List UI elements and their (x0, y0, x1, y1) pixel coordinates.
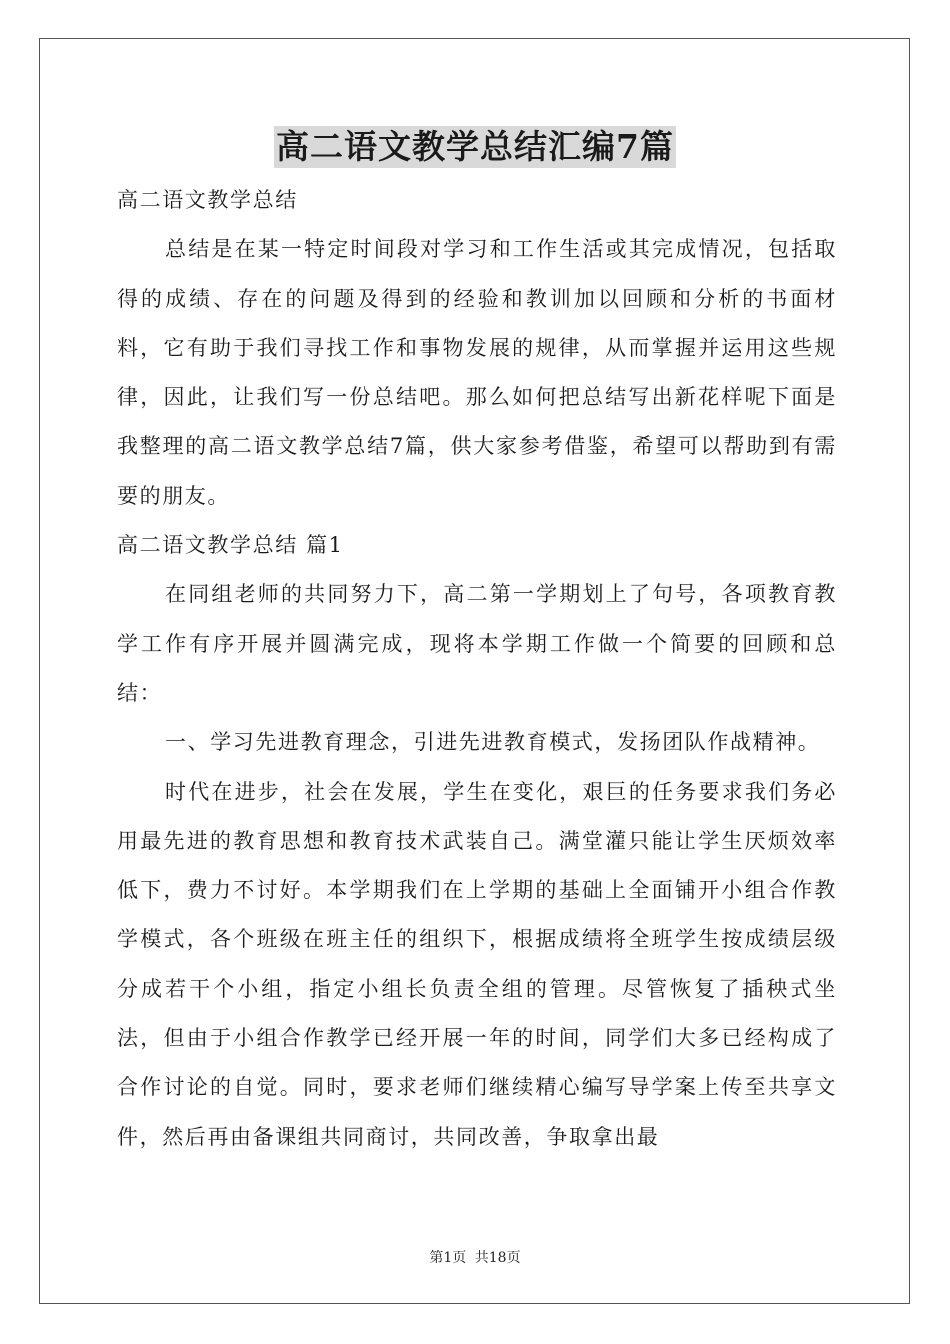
body-paragraph: 总结是在某一特定时间段对学习和工作生活或其完成情况，包括取得的成绩、存在的问题及得到的经验和教训加以回顾和分析的书面材料，它有助于我们寻找工作和事物发展的规律，从而掌握并运用这些规律，因此，让我们写一份总结吧。那么如何把总结写出新花样呢下面是我整理的高二语文教学总结7篇，供大家参考借鉴，希望可以帮助到有需要的朋友。 (117, 237, 837, 508)
body-paragraph: 在同组老师的共同努力下，高二第一学期划上了句号，各项教育教学工作有序开展并圆满完成，现将本学期工作做一个简要的回顾和总结： (117, 582, 837, 705)
section-heading: 高二语文教学总结 (117, 188, 298, 212)
page-footer (0, 1247, 950, 1267)
body-paragraph: 时代在进步，社会在发展，学生在变化，艰巨的任务要求我们务必用最先进的教育思想和教育技术武装自己。满堂灌只能让学生厌烦效率低下，费力不讨好。本学期我们在上学期的基础上全面铺开小组合作教学模式，各个班级在班主任的组织下，根据成绩将全班学生按成绩层级分成若干个小组，指定小组长负责全组的管理。尽管恢复了插秧式坐法，但由于小组合作教学已经开展一年的时间，同学们大多已经构成了合作讨论的自觉。同时，要求老师们继续精心编写导学案上传至共享文件，然后再由备课组共同商讨，共同改善，争取拿出最 (117, 779, 837, 1149)
document-body (117, 176, 837, 1162)
page-number: 第1页 (429, 1250, 467, 1266)
section-heading: 高二语文教学总结 篇1 (117, 533, 344, 558)
title-container (0, 126, 950, 168)
page-total: 共18页 (474, 1250, 521, 1266)
document-title: 高二语文教学总结汇编7篇 (276, 127, 674, 166)
body-paragraph: 一、学习先进教育理念，引进先进教育模式，发扬团队作战精神。 (165, 730, 821, 755)
